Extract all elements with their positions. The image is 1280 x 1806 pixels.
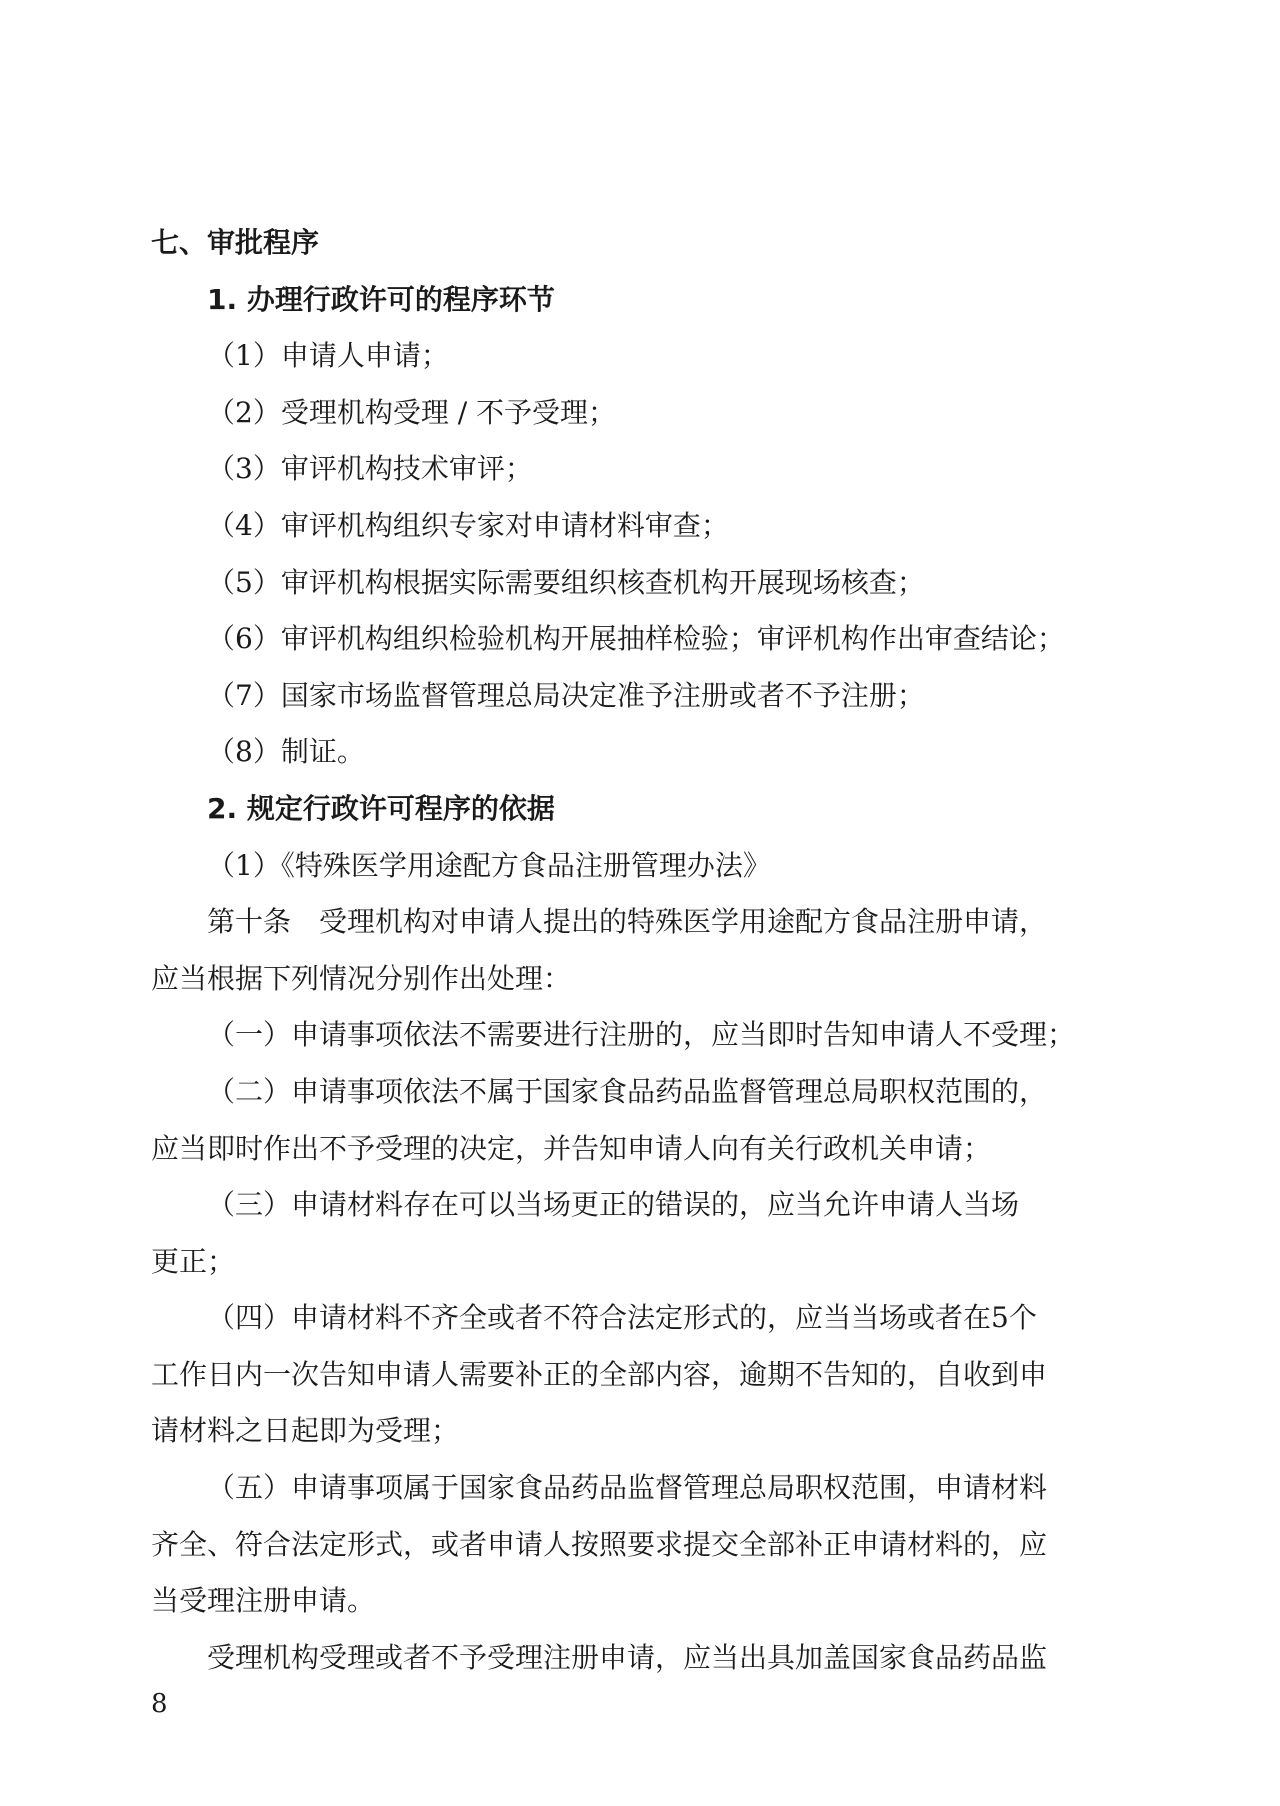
step-item: （5）审评机构根据实际需要组织核查机构开展现场核查； <box>207 565 925 599</box>
clause-line: （四）申请材料不齐全或者不符合法定形式的，应当当场或者在5个 <box>207 1301 1037 1335</box>
page-number: 8 <box>151 1689 168 1719</box>
page-body <box>151 215 1096 1686</box>
clause-line: （一）申请事项依法不需要进行注册的，应当即时告知申请人不受理； <box>207 1018 1076 1052</box>
step-item: （6）审评机构组织检验机构开展抽样检验；审评机构作出审查结论； <box>207 622 1065 656</box>
clause-line: （二）申请事项依法不属于国家食品药品监督管理总局职权范围的， <box>207 1074 1048 1108</box>
clause-line: 工作日内一次告知申请人需要补正的全部内容，逾期不告知的，自收到申 <box>151 1357 1048 1391</box>
step-item: （3）审评机构技术审评； <box>207 452 533 486</box>
step-item: （4）审评机构组织专家对申请材料审查； <box>207 508 729 542</box>
step-item: （2）受理机构受理 / 不予受理； <box>207 395 617 429</box>
clause-line: 当受理注册申请。 <box>151 1584 376 1618</box>
section-heading: 七、审批程序 <box>151 226 320 259</box>
step-item: （7）国家市场监督管理总局决定准予注册或者不予注册； <box>207 678 925 712</box>
final-paragraph-line: 受理机构受理或者不予受理注册申请，应当出具加盖国家食品药品监 <box>207 1640 1048 1674</box>
clause-line: 请材料之日起即为受理； <box>151 1414 460 1448</box>
subheading-procedure-steps: 1. 办理行政许可的程序环节 <box>207 282 555 316</box>
article-10-line: 应当根据下列情况分别作出处理： <box>151 961 572 995</box>
step-item: （1）申请人申请； <box>207 339 449 373</box>
basis-regulation-title: （1）《特殊医学用途配方食品注册管理办法》 <box>207 848 771 882</box>
clause-line: 更正； <box>151 1244 236 1278</box>
step-item: （8）制证。 <box>207 735 365 769</box>
subheading-legal-basis: 2. 规定行政许可程序的依据 <box>207 791 555 825</box>
article-10-line: 第十条 受理机构对申请人提出的特殊医学用途配方食品注册申请， <box>207 905 1048 939</box>
clause-line: （五）申请事项属于国家食品药品监督管理总局职权范围，申请材料 <box>207 1471 1048 1505</box>
clause-line: （三）申请材料存在可以当场更正的错误的，应当允许申请人当场 <box>207 1188 1020 1222</box>
clause-line: 齐全、符合法定形式，或者申请人按照要求提交全部补正申请材料的，应 <box>151 1527 1048 1561</box>
clause-line: 应当即时作出不予受理的决定，并告知申请人向有关行政机关申请； <box>151 1131 992 1165</box>
